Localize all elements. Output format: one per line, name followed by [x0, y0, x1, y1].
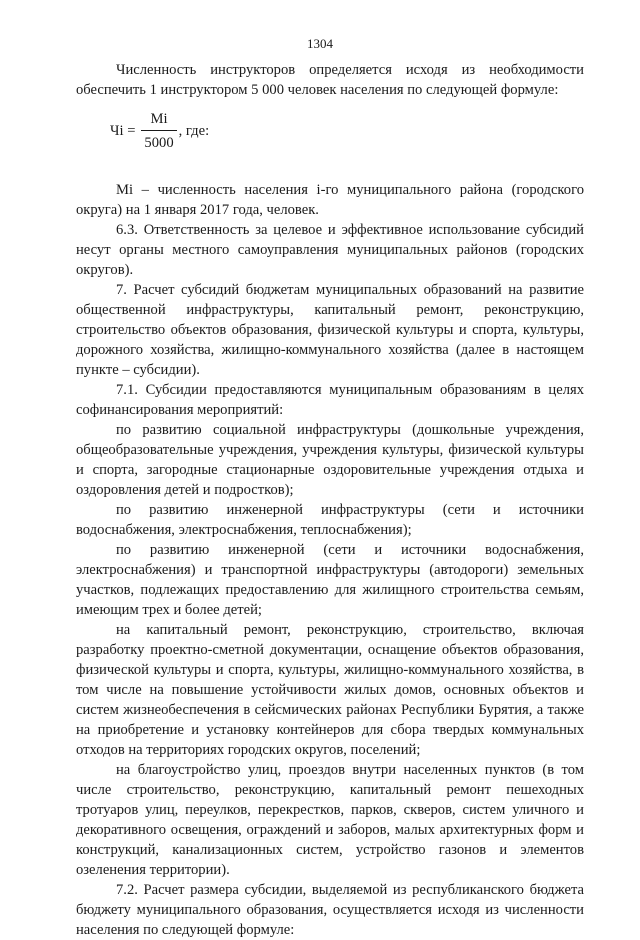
intro-paragraph: Численность инструкторов определяется исходя из необходимости обеспечить 1 инструктором 5 000 человек населения по следующей формуле:: [76, 62, 584, 98]
formula-suffix: , где:: [178, 123, 210, 139]
paragraph-7-1: 7.1. Субсидии предоставляются муниципальным образованиям в целях софинансирования мероприятий:: [76, 382, 584, 418]
paragraph-engineering-infrastructure: по развитию инженерной инфраструктуры (сети и источники водоснабжения, электроснабжения, теплоснабжения);: [76, 502, 584, 538]
paragraph-6-3: 6.3. Ответственность за целевое и эффективное использование субсидий несут органы местного самоуправления муниципальных районов (городских округов).: [76, 222, 584, 278]
formula-denominator: 5000: [144, 135, 174, 151]
formula-instructors: [110, 102, 584, 160]
formula-lhs: Чi =: [110, 123, 136, 139]
paragraph-landscaping: на благоустройство улиц, проездов внутри населенных пунктов (в том числе строительство, реконструкцию, капитальный ремонт пешеходных тротуаров улиц, переулков, перекрестков, парков, скверов, систем уличного и декоративного освещения, ограждений и заборов, малых архитектурных форм и конструкций, канализационных систем, устройство газонов и элементов озеленения территории).: [76, 762, 584, 878]
paragraph-mi-definition: Mi – численность населения i-го муниципального района (городского округа) на 1 января 2017 года, человек.: [76, 182, 584, 218]
paragraph-land-plots: по развитию инженерной (сети и источники водоснабжения, электроснабжения) и транспортной инфраструктуры (автодороги) земельных участков, подлежащих предоставлению для жилищного строительства семьям, имеющим трех и более детей;: [76, 542, 584, 618]
paragraph-7: 7. Расчет субсидий бюджетам муниципальных образований на развитие общественной инфраструктуры, капитальный ремонт, реконструкцию, строительство объектов образования, физической культуры и спорта, культуры, дорожного хозяйства, жилищно-коммунального хозяйства (далее в настоящем пункте – субсидии).: [76, 282, 584, 378]
formula-numerator: Mi: [150, 111, 168, 127]
page-number: 1304: [307, 36, 333, 51]
paragraph-social-infrastructure: по развитию социальной инфраструктуры (дошкольные учреждения, общеобразовательные учреждения, учреждения культуры, физической культуры и спорта, загородные стационарные оздоровительные учреждения отдыха и оздоровления детей и подростков);: [76, 422, 584, 498]
paragraph-7-2: 7.2. Расчет размера субсидии, выделяемой из республиканского бюджета бюджету муниципального образования, осуществляется исходя из численности населения по следующей формуле:: [76, 882, 584, 938]
paragraph-capital-repair: на капитальный ремонт, реконструкцию, строительство, включая разработку проектно-сметной документации, оснащение объектов образования, физической культуры и спорта, культуры, жилищно-коммунального хозяйства, в том числе на повышение устойчивости жилых домов, основных объектов и систем жизнеобеспечения в сейсмических районах Республики Бурятия, а также на приобретение и установку контейнеров для сбора твердых коммунальных отходов на территориях городских округов, поселений;: [76, 622, 584, 758]
formula-fraction: [141, 110, 176, 152]
document-body: [76, 60, 584, 940]
fraction-bar: [141, 130, 176, 131]
